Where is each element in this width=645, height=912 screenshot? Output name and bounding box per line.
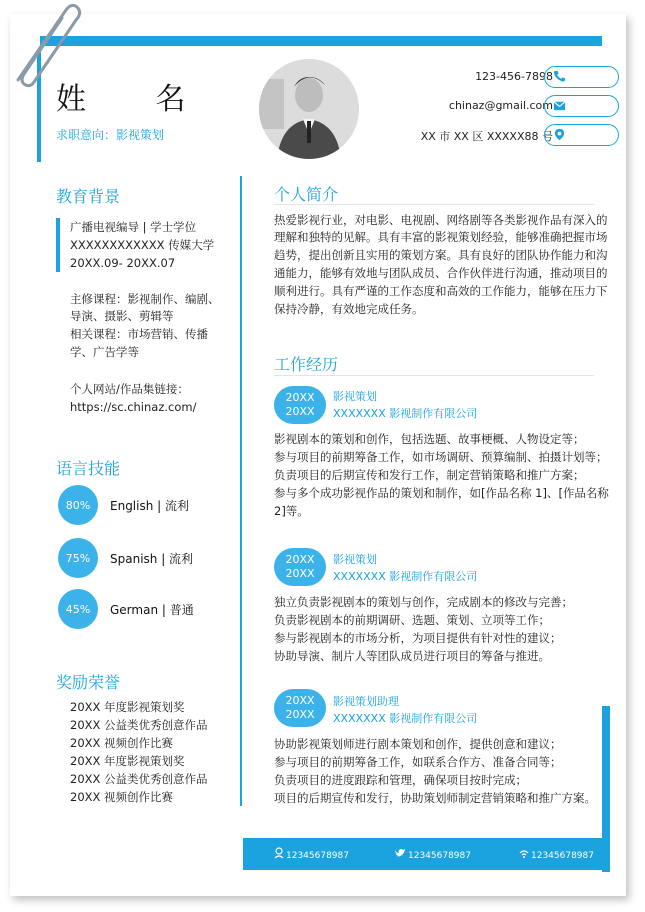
job-duty: 协助影视策划师进行剧本策划和创作，提供创意和建议； [274,737,562,751]
right-accent-bar [602,706,610,872]
top-accent-bar [40,36,602,46]
portfolio-label: 个人网站/作品集链接： [70,382,189,396]
language-title: 语言技能 [56,459,121,478]
profile-line: 保持冷静，有效地完成任务。 [274,302,424,316]
courses-line: 学、广告学等 [70,345,139,359]
language-label: German | 普通 [110,603,194,617]
job-duty: 负责影视剧本的前期调研、选题、策划、立项等工作； [274,613,550,627]
job-title: 影视策划助理 [333,695,399,708]
email-pill [544,95,619,117]
address-pill [544,124,619,146]
profile-line: 理解和独特的见解。具有丰富的影视策划经验，能够准确把握市场 [274,230,608,244]
job-duty: 参与项目的前期筹备工作，如市场调研、预算编制、拍摄计划等； [274,450,608,464]
profile-underline [274,204,594,205]
education-line: 广播电视编导 | 学士学位 [70,220,197,234]
portfolio-link[interactable]: https://sc.chinaz.com/ [70,400,197,414]
job-duty: 协助导演、制片人等团队成员进行项目的筹备与推进。 [274,649,550,663]
column-divider [240,176,242,806]
courses-line: 主修课程：影视制作、编剧、 [70,292,220,306]
job-duty: 2]等。 [274,504,309,518]
job-duty: 影视剧本的策划和创作，包括选题、故事梗概、人物设定等； [274,432,585,446]
education-line: 20XX.09- 20XX.07 [70,256,176,270]
award-item: 20XX 公益类优秀创意作品 [70,718,208,732]
award-item: 20XX 视频创作比赛 [70,736,174,750]
job-company: XXXXXXX 影视制作有限公司 [333,712,478,725]
job-duty: 参与影视剧本的市场分析，为项目提供有针对性的建议； [274,631,562,645]
job-duty: 参与多个成功影视作品的策划和制作，如[作品名称 1]、[作品名称 [274,486,609,500]
job-years-badge [274,689,326,727]
profile-line: 通能力，能够有效地与团队成员、合作伙伴进行沟通，推动项目的 [274,266,608,280]
language-level-circle: 80% [58,485,98,525]
job-company: XXXXXXX 影视制作有限公司 [333,407,478,420]
footer-contact-1: 12345678987 [286,851,349,861]
footer-contact-3: 12345678987 [531,851,594,861]
education-title: 教育背景 [56,187,121,206]
job-duty: 负责项目的进度跟踪和管理，确保项目按时完成； [274,773,527,787]
award-item: 20XX 公益类优秀创意作品 [70,772,208,786]
profile-line: 趋势，提出创新且实用的策划方案。具有良好的团队协作能力和沟 [274,248,608,262]
award-item: 20XX 视频创作比赛 [70,790,174,804]
language-level-circle: 45% [58,589,98,629]
location-icon [553,128,566,141]
mail-icon [553,99,566,112]
job-title: 影视策划 [333,553,377,566]
job-title: 影视策划 [333,390,377,403]
education-accent [56,218,60,272]
profile-line: 热爱影视行业，对电影、电视剧、网络剧等各类影视作品有深入的 [274,213,608,227]
phone-pill [544,66,619,88]
phone-text: 123-456-7898 [475,70,553,83]
job-duty: 项目的后期宣传和发行，协助策划师制定营销策略和推广方案。 [274,791,596,805]
courses-line: 导演、摄影、剪辑等 [70,309,174,323]
job-duty: 负责项目的后期宣传和发行工作，制定营销策略和推广方案； [274,468,585,482]
share-icon [274,847,284,859]
phone-icon [553,70,566,83]
portrait-photo [259,59,359,159]
wifi-icon [518,847,530,859]
job-duty: 独立负责影视剧本的策划与创作，完成剧本的修改与完善； [274,595,573,609]
job-year-start: 20XX [285,694,315,707]
language-level-circle: 75% [58,538,98,578]
footer-contact-2: 12345678987 [408,851,471,861]
job-years-badge [274,548,326,586]
experience-underline [274,375,594,376]
language-label: English | 流利 [110,499,190,513]
job-year-end: 20XX [285,567,315,580]
email-text: chinaz@gmail.com [448,99,553,112]
experience-title: 工作经历 [274,355,339,374]
job-year-start: 20XX [285,553,315,566]
job-year-end: 20XX [285,405,315,418]
profile-line: 顺利进行。具有严谨的工作态度和高效的工作能力，能够在压力下 [274,284,608,298]
job-year-end: 20XX [285,708,315,721]
avatar [259,59,359,159]
education-line: XXXXXXXXXXXX 传媒大学 [70,238,215,252]
job-year-start: 20XX [285,391,315,404]
address-text: XX 市 XX 区 XXXXX88 号 [420,130,553,143]
job-intent: 求职意向：影视策划 [56,128,165,142]
job-company: XXXXXXX 影视制作有限公司 [333,570,478,583]
award-item: 20XX 年度影视策划奖 [70,754,185,768]
candidate-name: 姓 名 [56,82,216,117]
profile-title: 个人简介 [274,185,339,204]
job-years-badge [274,386,326,424]
award-item: 20XX 年度影视策划奖 [70,700,185,714]
language-label: Spanish | 流利 [110,552,194,566]
twitter-icon [394,847,406,859]
awards-title: 奖励荣誉 [56,673,121,692]
job-duty: 参与项目的前期筹备工作，如联系合作方、准备合同等； [274,755,562,769]
courses-line: 相关课程：市场营销、传播 [70,327,208,341]
